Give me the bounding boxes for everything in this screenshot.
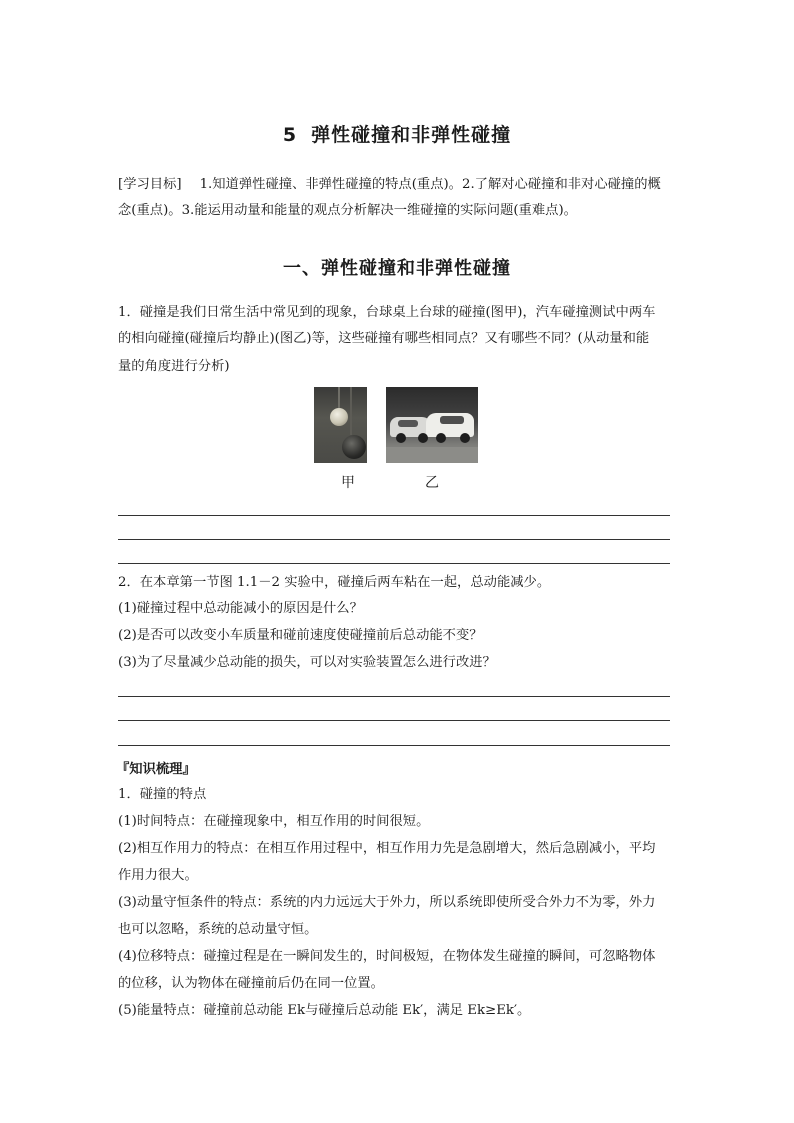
lesson-title: 弹性碰撞和非弹性碰撞 (311, 124, 512, 146)
wheel (396, 433, 406, 443)
lesson-number: 5 (282, 124, 298, 146)
knowledge-item-1-title: 1．碰撞的特点 (118, 787, 207, 802)
figure-caption-a: 甲 (341, 475, 355, 491)
learning-goals-line-2: 念(重点)。3.能运用动量和能量的观点分析解决一维碰撞的实际问题(重难点)。 (118, 203, 577, 218)
answer-line[interactable] (118, 539, 670, 540)
knowledge-point-4-line-2: 的位移，认为物体在碰撞前后仍在同一位置。 (118, 976, 384, 991)
learning-goals-text-1: 1.知道弹性碰撞、非弹性碰撞的特点(重点)。2.了解对心碰撞和非对心碰撞的概 (199, 177, 661, 192)
figure-caption-b: 乙 (425, 475, 439, 491)
knowledge-point-2-line-1: (2)相互作用力的特点：在相互作用过程中，相互作用力先是急剧增大，然后急剧减小，平均 (118, 841, 656, 856)
question-2-sub-2: (2)是否可以改变小车质量和碰前速度使碰撞前后总动能不变？ (118, 628, 483, 643)
learning-goals-line-1 (118, 172, 678, 198)
knowledge-point-5: (5)能量特点：碰撞前总动能 Ek与碰撞后总动能 Ek′，满足 Ek≥Ek′。 (118, 1003, 531, 1018)
learning-goals-label: [学习目标] (118, 177, 182, 192)
knowledge-summary-heading: 『知识梳理』 (116, 762, 196, 777)
section-heading: 一、弹性碰撞和非弹性碰撞 (283, 258, 511, 279)
question-2-sub-1: (1)碰撞过程中总动能减小的原因是什么？ (118, 601, 363, 616)
question-1-line-1: 1．碰撞是我们日常生活中常见到的现象，台球桌上台球的碰撞(图甲)，汽车碰撞测试中两车 (118, 305, 656, 320)
road-surface (386, 447, 478, 463)
pendulum-string (350, 387, 352, 435)
answer-line[interactable] (118, 720, 670, 721)
car-left-window (398, 420, 418, 427)
answer-line[interactable] (118, 563, 670, 564)
knowledge-point-3-line-2: 也可以忽略，系统的总动量守恒。 (118, 922, 318, 937)
knowledge-point-1: (1)时间特点：在碰撞现象中，相互作用的时间很短。 (118, 814, 430, 829)
page-title (0, 120, 794, 147)
car-right-window (440, 416, 464, 424)
question-1-line-3: 量的角度进行分析) (118, 359, 230, 374)
wheel (418, 433, 428, 443)
answer-line[interactable] (118, 696, 670, 697)
car-crash-photo (386, 387, 478, 463)
wheel (460, 433, 470, 443)
knowledge-point-4-line-1: (4)位移特点：碰撞过程是在一瞬间发生的，时间极短，在物体发生碰撞的瞬间，可忽略物体 (118, 949, 656, 964)
white-ball (330, 408, 348, 426)
question-1-line-2: 的相向碰撞(碰撞后均静止)(图乙)等，这些碰撞有哪些相同点？又有哪些不同？(从动量和能 (118, 331, 650, 346)
knowledge-point-2-line-2: 作用力很大。 (118, 868, 198, 883)
knowledge-point-3-line-1: (3)动量守恒条件的特点：系统的内力远远大于外力，所以系统即使所受合外力不为零，外力 (118, 895, 656, 910)
billiard-collision-photo (314, 387, 367, 463)
question-2-sub-3: (3)为了尽量减少总动能的损失，可以对实验装置怎么进行改进？ (118, 655, 496, 670)
answer-line[interactable] (118, 745, 670, 746)
answer-line[interactable] (118, 515, 670, 516)
question-2-intro: 2．在本章第一节图 1.1－2 实验中，碰撞后两车粘在一起，总动能减少。 (118, 575, 551, 590)
black-ball (342, 435, 366, 459)
wheel (436, 433, 446, 443)
